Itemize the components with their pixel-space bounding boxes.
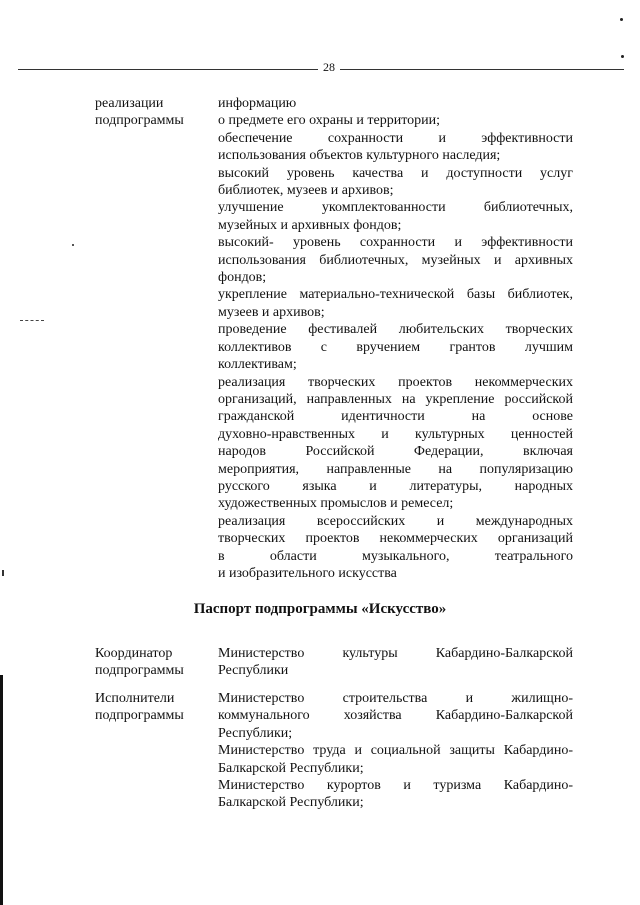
scan-mark <box>20 320 44 321</box>
content-line: и изобразительного искусства <box>218 565 397 581</box>
label-line: Исполнители <box>95 691 175 706</box>
scan-edge <box>0 675 3 905</box>
content-line: коллективам; <box>218 357 297 373</box>
header-rule <box>18 69 318 70</box>
content-line: Министерство строительства и жилищно- <box>218 691 573 706</box>
scan-speck <box>620 18 623 21</box>
label-line: Координатор <box>95 646 173 661</box>
content-line: в области музыкального, театрального <box>218 548 573 564</box>
header-rule <box>340 69 624 70</box>
label-line: подпрограммы <box>95 113 184 128</box>
content-line: организаций, направленных на укрепление российской <box>218 391 573 407</box>
content-line: Министерство курортов и туризма Кабардино- <box>218 778 573 794</box>
content-line: высокий уровень качества и доступности услуг <box>218 165 573 181</box>
row-content-implementation <box>218 95 573 582</box>
scan-mark <box>2 570 4 576</box>
row-content-executors <box>218 690 573 812</box>
content-line: использования объектов культурного наследия; <box>218 148 501 164</box>
content-line: народов Российской Федерации, включая <box>218 444 573 460</box>
label-line: реализации <box>95 96 164 111</box>
content-line: Министерство культуры Кабардино-Балкарской <box>218 646 573 661</box>
row-label-implementation <box>95 95 215 129</box>
content-line: Министерство труда и социальной защиты Кабардино- <box>218 743 573 759</box>
content-line: реализация творческих проектов некоммерческих <box>218 374 573 390</box>
content-line: Республики <box>218 663 289 679</box>
content-line: фондов; <box>218 270 267 286</box>
content-line: реализация всероссийских и международных <box>218 513 573 529</box>
row-label-executors <box>95 690 215 724</box>
content-line: мероприятия, направленные на популяризацию <box>218 461 573 477</box>
content-line: музеев и архивов; <box>218 304 325 320</box>
label-line: подпрограммы <box>95 708 184 723</box>
content-line: коллективов с вручением грантов лучшим <box>218 339 573 355</box>
content-line: Балкарской Республики; <box>218 795 364 811</box>
passport-title: Паспорт подпрограммы «Искусство» <box>193 601 447 617</box>
content-line: улучшение укомплектованности библиотечных, <box>218 200 573 216</box>
scan-mark <box>72 244 74 246</box>
content-line: информацию <box>218 96 297 111</box>
label-line: подпрограммы <box>95 663 184 678</box>
scan-speck <box>621 55 624 58</box>
content-line: Балкарской Республики; <box>218 760 364 776</box>
row-content-coordinator <box>218 645 573 680</box>
content-line: гражданской идентичности на основе <box>218 409 573 425</box>
content-line: о предмете его охраны и территории; <box>218 113 441 129</box>
content-line: библиотек, музеев и архивов; <box>218 183 394 199</box>
row-label-coordinator <box>95 645 215 679</box>
content-line: использования библиотечных, музейных и архивных <box>218 252 573 268</box>
content-line: высокий- уровень сохранности и эффективности <box>218 235 573 251</box>
content-line: русского языка и литературы, народных <box>218 478 573 494</box>
content-line: художественных промыслов и ремесел; <box>218 496 454 512</box>
content-line: проведение фестивалей любительских творческих <box>218 322 573 338</box>
page-number: 28 <box>323 60 335 74</box>
content-line: коммунального хозяйства Кабардино-Балкарской <box>218 708 573 724</box>
content-line: Республики; <box>218 725 293 741</box>
content-line: творческих проектов некоммерческих организаций <box>218 531 573 547</box>
content-line: укрепление материально-технической базы библиотек, <box>218 287 573 303</box>
content-line: музейных и архивных фондов; <box>218 217 402 233</box>
content-line: обеспечение сохранности и эффективности <box>218 130 573 146</box>
content-line: духовно-нравственных и культурных ценностей <box>218 426 573 442</box>
